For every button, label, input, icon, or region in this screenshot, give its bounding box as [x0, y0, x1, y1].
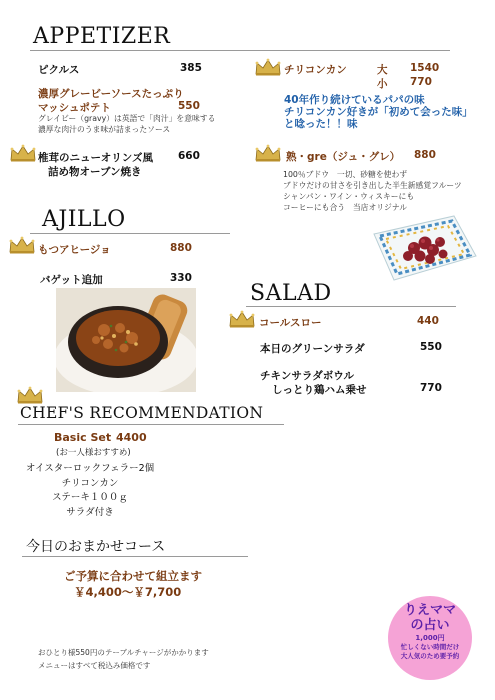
- salad-rule: [246, 306, 456, 307]
- salad-title: SALAD: [250, 281, 332, 306]
- jukugre-desc-line4: コーヒーにも合う 当店オリジナル: [283, 203, 408, 212]
- fortune-badge: [388, 596, 472, 680]
- pickles-name: ピクルス: [38, 64, 80, 76]
- basic-set-name: Basic Set: [54, 431, 112, 444]
- tax-included-note: メニューはすべて税込み価格です: [38, 661, 151, 670]
- chef-title: CHEF'S RECOMMENDATION: [20, 404, 264, 422]
- pickles-price: 385: [180, 62, 202, 74]
- mash-name-line1: 濃厚グレービーソースたっぷり: [38, 88, 184, 100]
- chilicon-desc-line2: チリコンカン好きが「初めて会った味」: [284, 106, 473, 118]
- chef-rule: [18, 424, 284, 425]
- basic-set-note: (お一人様おすすめ): [56, 448, 131, 458]
- set-item: サラダ付き: [66, 506, 114, 518]
- jukugre-price: 880: [414, 149, 436, 161]
- baguette-price: 330: [170, 272, 192, 284]
- appetizer-title: APPETIZER: [33, 24, 171, 49]
- mash-name-line2: マッシュポテト: [38, 102, 111, 114]
- chicken-salad-name-line2: しっとり鶏ハム乗せ: [272, 384, 367, 396]
- chilicon-desc-line3: と唸った！！味: [284, 118, 358, 130]
- shiitake-name-line2: 詰め物オーブン焼き: [48, 166, 142, 178]
- course-desc: ご予算に合わせて組立ます: [64, 569, 202, 583]
- ajillo-rule: [30, 233, 230, 234]
- fortune-note-line1: 忙しくない時間だけ: [400, 643, 460, 651]
- basic-set-price: 4400: [116, 431, 147, 444]
- ajillo-title: AJILLO: [42, 207, 126, 232]
- chilicon-price-large: 1540: [410, 62, 440, 74]
- grapes-plate-image: [370, 212, 480, 284]
- set-item: オイスターロックフェラー2個: [25, 463, 155, 474]
- chicken-salad-price: 770: [420, 382, 442, 394]
- baguette-name: バゲット追加: [40, 274, 103, 286]
- motsu-price: 880: [170, 242, 192, 254]
- fortune-note-line2: 大人気のため要予約: [400, 651, 460, 660]
- chilicon-price-small: 770: [410, 76, 432, 88]
- chilicon-size-small: 小: [377, 78, 388, 90]
- chilicon-name: チリコンカン: [284, 64, 347, 76]
- green-salad-name: 本日のグリーンサラダ: [260, 343, 365, 355]
- shiitake-name-line1: 椎茸のニューオリンズ風: [38, 152, 153, 164]
- coleslaw-name: コールスロー: [259, 317, 322, 329]
- crown-icon: [254, 58, 282, 76]
- course-price-range: ￥4,400〜￥7,700: [74, 585, 182, 599]
- mash-price: 550: [178, 100, 200, 112]
- crown-icon: [228, 310, 256, 328]
- appetizer-rule: [30, 50, 450, 51]
- crown-icon: [8, 236, 36, 254]
- jukugre-name: 熟・gre（ジュ・グレ）: [286, 151, 401, 163]
- crown-icon: [16, 386, 44, 404]
- chilicon-size-large: 大: [377, 64, 388, 76]
- chilicon-desc-line1: 40年作り続けているパパの味: [284, 94, 425, 106]
- green-salad-price: 550: [420, 341, 442, 353]
- motsu-name: もつアヒージョ: [38, 244, 111, 256]
- fortune-price: 1,000円: [415, 634, 445, 642]
- course-title: 今日のおまかせコース: [26, 539, 166, 555]
- crown-icon: [9, 144, 37, 162]
- table-charge-note: おひとり様550円のテーブルチャージがかかります: [38, 648, 209, 657]
- course-rule: [22, 556, 248, 557]
- shiitake-price: 660: [178, 150, 200, 162]
- set-item: ステーキ１００ｇ: [52, 492, 128, 503]
- mash-desc-line2: 濃厚な肉汁のうま味が詰まったソース: [38, 125, 171, 134]
- basic-set-items: [0, 462, 180, 520]
- crown-icon: [254, 144, 282, 162]
- mash-desc-line1: グレイビー（gravy）は英語で「肉汁」を意味する: [38, 114, 216, 123]
- fortune-title-line2: の占い: [410, 618, 450, 633]
- jukugre-desc-line2: ブドウだけの甘さを引き出した半生新感覚フルーツ: [283, 181, 462, 190]
- jukugre-desc-line3: シャンパン・ワイン・ウィスキーにも: [283, 192, 415, 201]
- ajillo-photo: [56, 288, 196, 392]
- set-item: チリコンカン: [61, 477, 119, 489]
- fortune-title-line1: りえママ: [403, 603, 456, 618]
- jukugre-desc-line1: 100％ブドウ 一切、砂糖を使わず: [283, 170, 408, 179]
- coleslaw-price: 440: [417, 315, 439, 327]
- chicken-salad-name-line1: チキンサラダボウル: [260, 370, 354, 382]
